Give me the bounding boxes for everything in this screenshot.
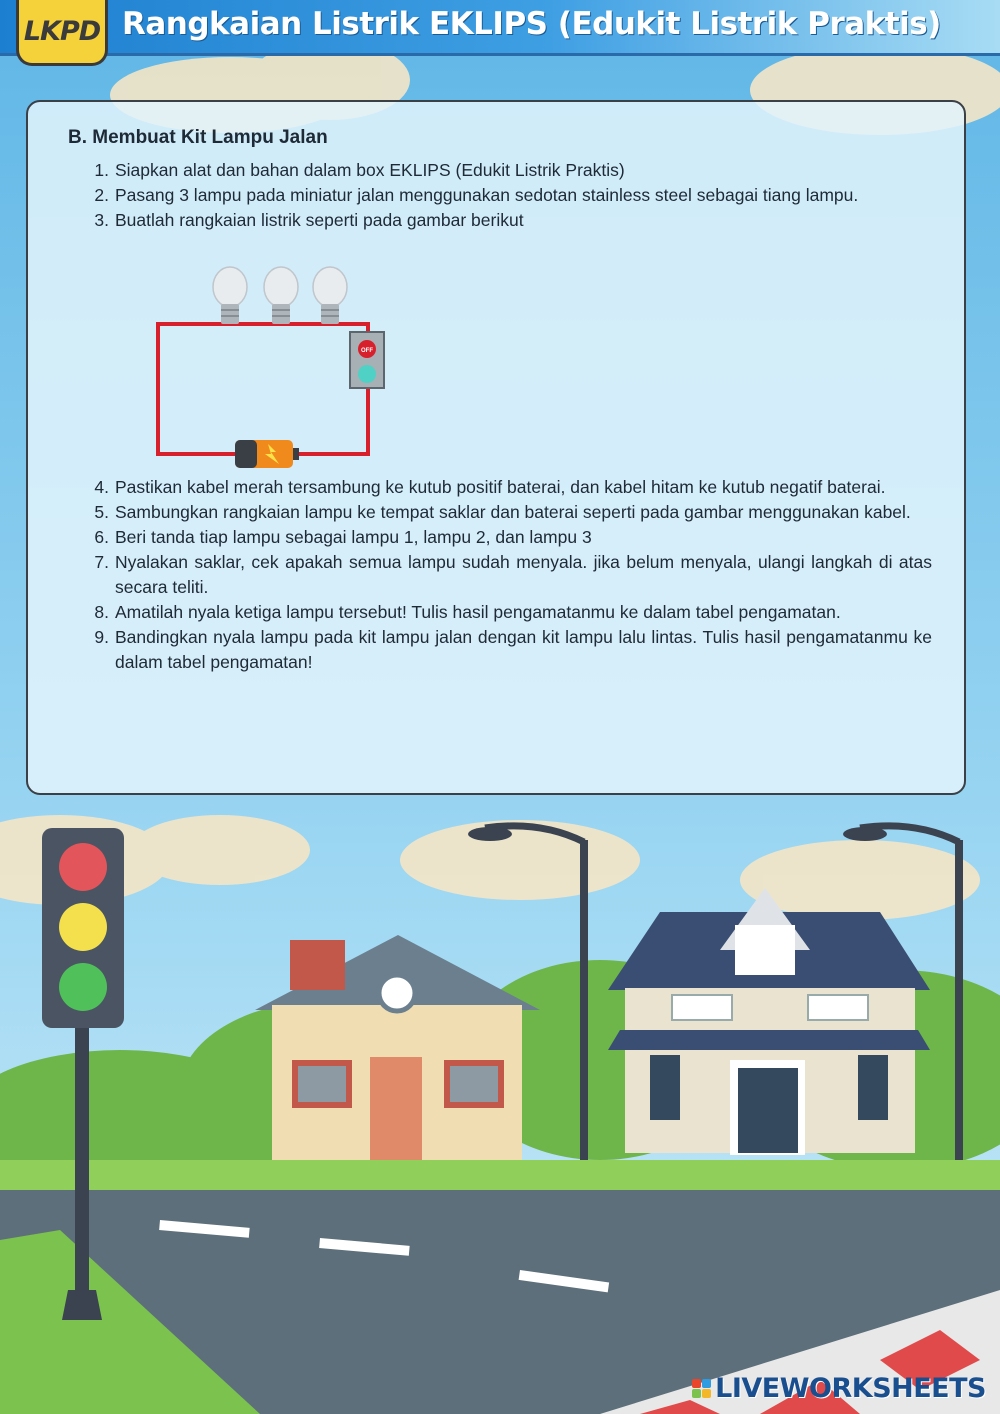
- step-text: Pastikan kabel merah tersambung ke kutub positif baterai, dan kabel hitam ke kutub negatif baterai.: [115, 477, 886, 497]
- step-text: Siapkan alat dan bahan dalam box EKLIPS (Edukit Listrik Praktis): [115, 160, 625, 180]
- step-number: 9.: [94, 627, 109, 647]
- circuit-diagram: [150, 262, 395, 477]
- header-bar: [0, 0, 1000, 56]
- steps-list-after-figure: [90, 475, 932, 675]
- step-item: [90, 183, 1000, 208]
- step-text: Amatilah nyala ketiga lampu tersebut! Tulis hasil pengamatanmu ke dalam tabel pengamatan.: [115, 602, 841, 622]
- section-title: B. Membuat Kit Lampu Jalan: [68, 127, 328, 148]
- step-text: Bandingkan nyala lampu pada kit lampu jalan dengan kit lampu lalu lintas. Tulis hasil pengamatanmu ke dalam tabel pengamatan!: [115, 627, 932, 672]
- lkpd-badge: [16, 0, 108, 66]
- page-title: Rangkaian Listrik EKLIPS (Edukit Listrik Praktis): [122, 6, 941, 42]
- step-text: Sambungkan rangkaian lampu ke tempat saklar dan baterai seperti pada gambar menggunakan kabel.: [115, 502, 911, 522]
- step-item: [90, 625, 932, 675]
- badge-label: LKPD: [23, 16, 101, 47]
- step-number: 4.: [94, 477, 109, 497]
- step-text: Beri tanda tiap lampu sebagai lampu 1, lampu 2, dan lampu 3: [115, 527, 592, 547]
- step-number: 3.: [94, 210, 109, 230]
- light-bulb-icon: [313, 267, 347, 324]
- step-text: Nyalakan saklar, cek apakah semua lampu sudah menyala. jika belum menyala, ulangi langkah di atas secara teliti.: [115, 552, 932, 597]
- house-right: [608, 888, 930, 1155]
- step-item: [90, 500, 932, 525]
- step-item: [90, 475, 932, 500]
- step-item: [90, 158, 1000, 183]
- step-number: 7.: [94, 552, 109, 572]
- steps-list-before-figure: [90, 158, 1000, 233]
- watermark-text: LIVEWORKSHEETS: [715, 1373, 986, 1404]
- circuit-wire: [158, 324, 368, 454]
- light-bulb-icon: [213, 267, 247, 324]
- switch-off-label: OFF: [361, 348, 373, 354]
- battery-icon: [235, 440, 299, 468]
- step-item: [90, 525, 932, 550]
- step-number: 2.: [94, 185, 109, 205]
- step-number: 6.: [94, 527, 109, 547]
- step-text: Buatlah rangkaian listrik seperti pada gambar berikut: [115, 210, 524, 230]
- step-number: 8.: [94, 602, 109, 622]
- step-item: [90, 600, 932, 625]
- light-bulb-icon: [264, 267, 298, 324]
- step-item: [90, 550, 932, 600]
- liveworksheets-logo-icon: [692, 1379, 711, 1398]
- step-item: [90, 208, 1000, 233]
- step-number: 1.: [94, 160, 109, 180]
- step-number: 5.: [94, 502, 109, 522]
- liveworksheets-watermark[interactable]: [692, 1373, 986, 1404]
- switch-box: [350, 332, 384, 388]
- step-text: Pasang 3 lampu pada miniatur jalan menggunakan sedotan stainless steel sebagai tiang lampu.: [115, 185, 859, 205]
